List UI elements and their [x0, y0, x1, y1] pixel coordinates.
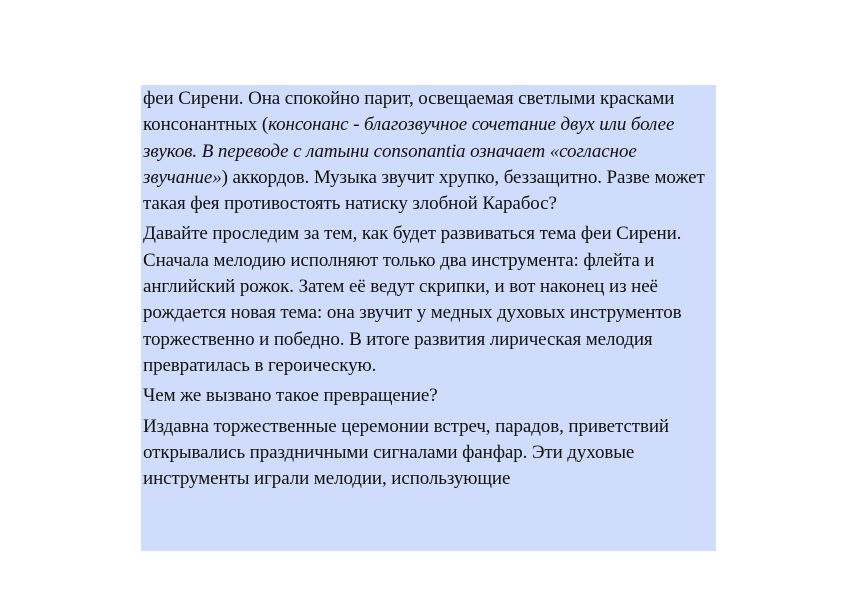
italic-note-consonance: консонанс - благозвучное сочетание двух или более звуков. В переводе с латыни consonantia означает «согласное звучание»	[143, 114, 675, 188]
paragraph-lilac-fairy	[143, 86, 714, 217]
paragraph-text: ) аккордов. Музыка звучит хрупко, беззащитно. Разве может такая фея противостоять натиску злобной Карабос?	[143, 166, 705, 215]
paragraph-question: Чем же вызвано такое превращение?	[143, 385, 438, 407]
paragraph-theme-development: Давайте проследим за тем, как будет развиваться тема феи Сирени. Сначала мелодию исполняют только два инструмента: флейта и английский рожок. Затем её ведут скрипки, и вот наконец из неё рождается новая тема: она звучит у медных духовых инструментов торжественно и победно. В итоге развития лирическая мелодия превратилась в героическую.	[143, 223, 682, 376]
paragraph-text: феи Сирени. Она спокойно парит, освещаемая светлыми красками консонантных (	[143, 88, 675, 136]
text-block	[141, 85, 716, 551]
paragraph-fanfares: Издавна торжественные церемонии встреч, парадов, приветствий открывались праздничными сигналами фанфар. Эти духовые инструменты играли мелодии, использующие	[143, 415, 669, 490]
